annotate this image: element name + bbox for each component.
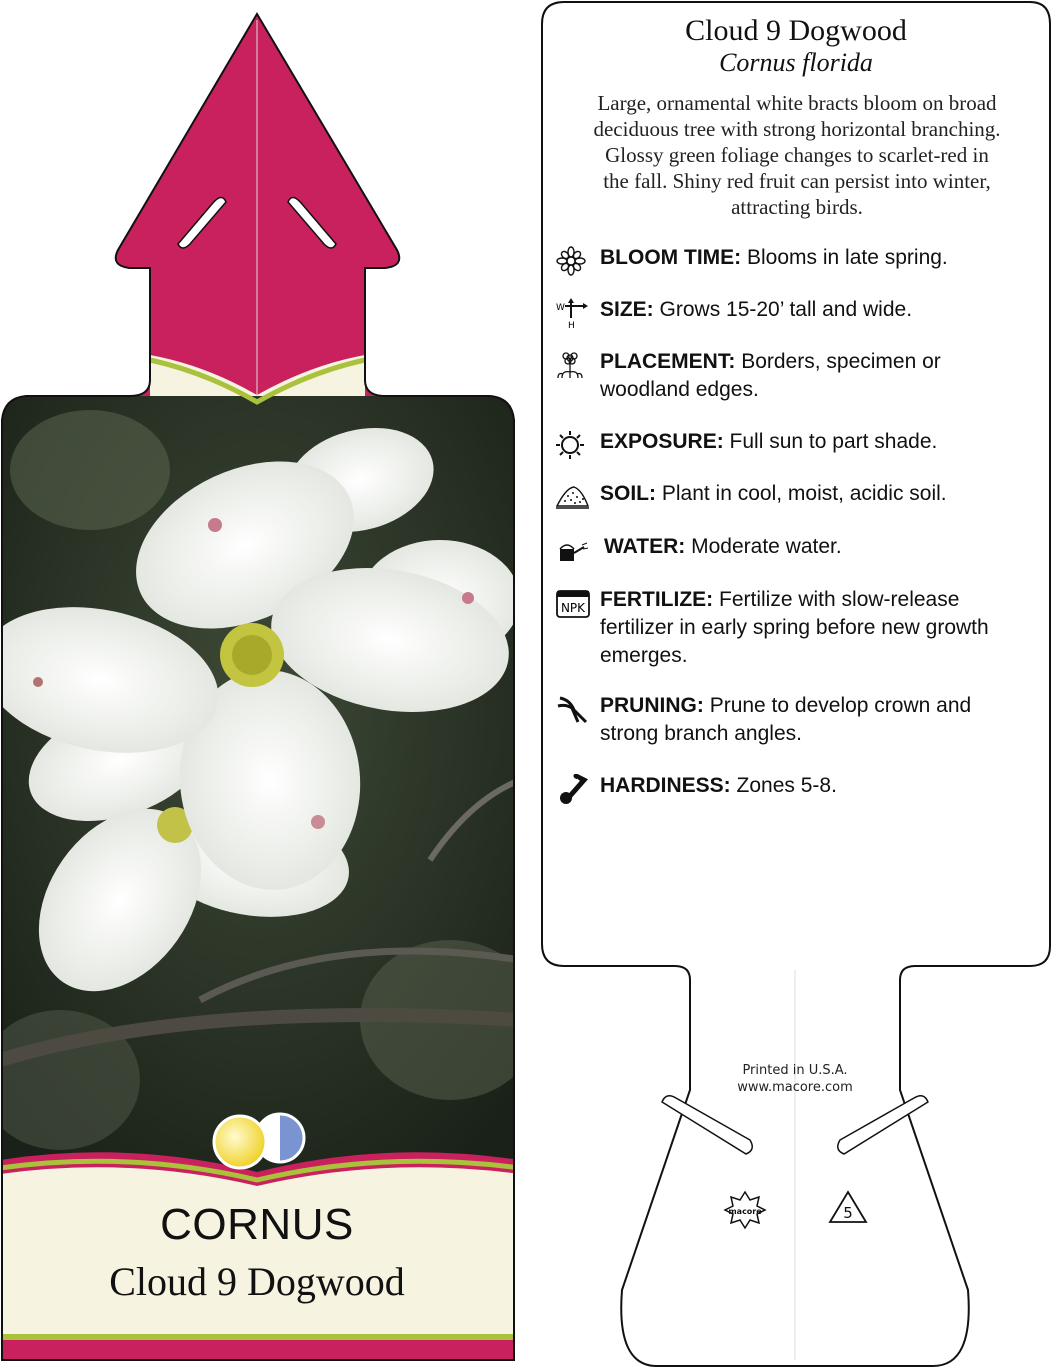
npk-label: NPK bbox=[560, 601, 586, 615]
front-genus: CORNUS bbox=[160, 1200, 354, 1249]
care-size bbox=[556, 296, 1042, 328]
care-label: SIZE: bbox=[600, 298, 654, 321]
care-text: Fertilize with slow-release bbox=[719, 588, 960, 611]
care-exposure bbox=[556, 428, 1042, 456]
care-label: BLOOM TIME: bbox=[600, 246, 742, 269]
care-text: strong branch angles. bbox=[600, 722, 802, 745]
fertilizer-bag-icon bbox=[556, 588, 592, 618]
recycle-number: 5 bbox=[843, 1204, 853, 1222]
pruning-shears-icon bbox=[556, 694, 592, 724]
macore-logo-text: macore bbox=[728, 1207, 762, 1216]
care-label: WATER: bbox=[604, 535, 686, 558]
description-line: the fall. Shiny red fruit can persist into winter, bbox=[603, 169, 991, 193]
back-title: Cloud 9 Dogwood bbox=[685, 14, 907, 47]
care-label: EXPOSURE: bbox=[600, 430, 724, 453]
watering-can-icon bbox=[556, 535, 592, 565]
care-text: Plant in cool, moist, acidic soil. bbox=[661, 482, 947, 505]
care-text: Blooms in late spring. bbox=[747, 246, 948, 269]
care-fertilize bbox=[556, 586, 1042, 670]
care-pruning bbox=[556, 692, 1042, 748]
front-common-name: Cloud 9 Dogwood bbox=[109, 1259, 405, 1304]
dogwood-photo bbox=[0, 380, 540, 1180]
website-link[interactable]: www.macore.com bbox=[737, 1080, 853, 1095]
flower-icon bbox=[556, 246, 592, 276]
description-line: attracting birds. bbox=[731, 195, 863, 219]
description-line: Large, ornamental white bracts bloom on broad bbox=[597, 91, 997, 115]
care-text: woodland edges. bbox=[600, 378, 759, 401]
print-info bbox=[690, 1062, 900, 1096]
care-hardiness bbox=[556, 772, 1042, 800]
printed-in: Printed in U.S.A. bbox=[742, 1063, 848, 1078]
care-text: Borders, specimen or bbox=[741, 350, 941, 373]
care-placement bbox=[556, 348, 1042, 404]
width-letter: W bbox=[556, 303, 565, 313]
care-text: fertilizer in early spring before new growth bbox=[600, 616, 989, 639]
thermometer-icon bbox=[556, 774, 592, 804]
care-water bbox=[556, 533, 1042, 561]
scientific-name: Cornus florida bbox=[719, 48, 873, 77]
care-label: PLACEMENT: bbox=[600, 350, 736, 373]
care-bloom-time bbox=[556, 244, 1042, 272]
description-line: Glossy green foliage changes to scarlet-red in bbox=[605, 143, 989, 167]
size-arrows-icon bbox=[556, 298, 592, 328]
care-label: FERTILIZE: bbox=[600, 588, 714, 611]
care-soil bbox=[556, 480, 1042, 508]
height-letter: H bbox=[568, 321, 575, 328]
care-label: SOIL: bbox=[600, 482, 656, 505]
garden-placement-icon bbox=[556, 350, 592, 380]
care-label: HARDINESS: bbox=[600, 774, 731, 797]
description-line: deciduous tree with strong horizontal branching. bbox=[593, 117, 1001, 141]
care-label: PRUNING: bbox=[600, 694, 704, 717]
care-text: Full sun to part shade. bbox=[729, 430, 938, 453]
soil-pile-icon bbox=[556, 482, 592, 512]
care-text: Prune to develop crown and bbox=[709, 694, 972, 717]
care-text: Zones 5-8. bbox=[736, 774, 837, 797]
plant-description bbox=[552, 90, 1042, 220]
care-text: Grows 15-20’ tall and wide. bbox=[659, 298, 913, 321]
care-text: Moderate water. bbox=[691, 535, 842, 558]
care-text: emerges. bbox=[600, 644, 688, 667]
sun-icon bbox=[556, 430, 592, 460]
